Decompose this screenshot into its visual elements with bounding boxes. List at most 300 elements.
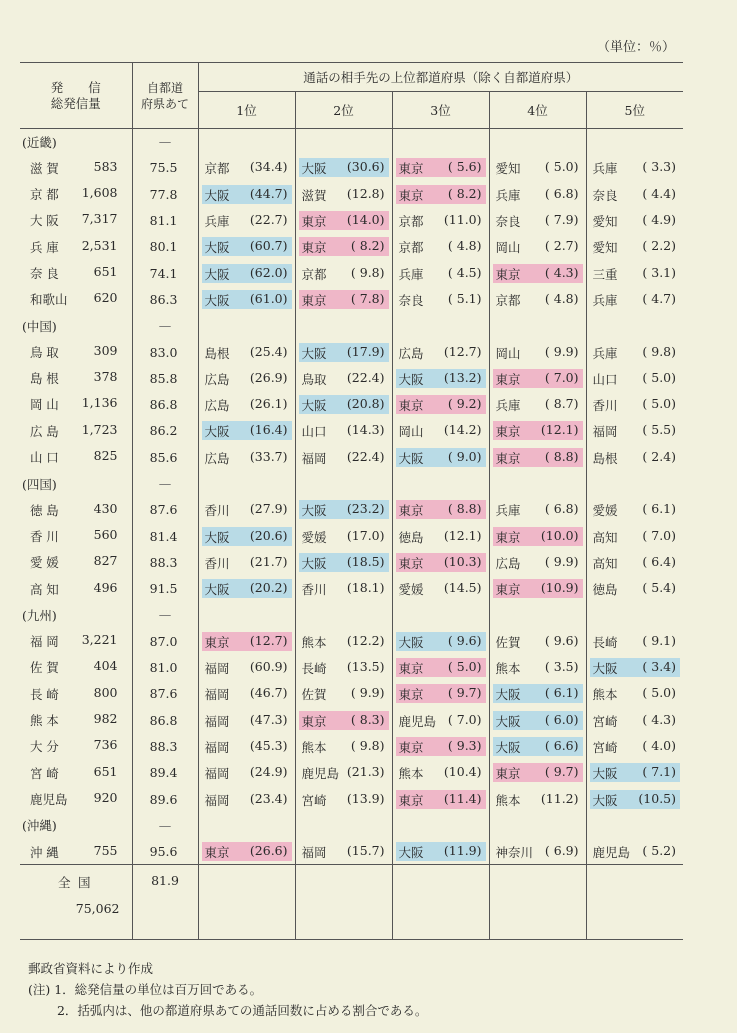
pref-name: 佐賀 bbox=[30, 660, 63, 676]
destination-share: (23.2) bbox=[346, 501, 385, 517]
destination-cell bbox=[299, 237, 389, 256]
pref-name: 大阪 bbox=[30, 213, 63, 229]
destination-share: ( 7.9) bbox=[544, 212, 579, 228]
pref-name: 京都 bbox=[30, 187, 63, 203]
destination-pref: 熊本 bbox=[301, 739, 327, 755]
destination-pref: 東京 bbox=[398, 161, 424, 177]
destination-cell bbox=[493, 237, 583, 256]
table-row bbox=[20, 391, 683, 417]
destination-pref: 愛知 bbox=[592, 240, 618, 256]
destination-pref: 愛媛 bbox=[398, 582, 424, 598]
destination-cell bbox=[202, 658, 292, 677]
destination-pref: 東京 bbox=[495, 529, 521, 545]
destination-pref: 東京 bbox=[204, 634, 230, 650]
header-rank-3: 3位 bbox=[392, 92, 489, 129]
region-dash: — bbox=[132, 313, 198, 339]
destination-share: ( 9.8) bbox=[642, 343, 676, 359]
region-label: (沖縄) bbox=[22, 818, 57, 834]
destination-share: (14.0) bbox=[346, 212, 385, 228]
destination-pref: 大阪 bbox=[398, 844, 424, 860]
destination-pref: 大阪 bbox=[592, 661, 618, 677]
self-share: 86.3 bbox=[132, 286, 198, 312]
pref-name: 大分 bbox=[30, 739, 63, 755]
destination-share: (11.4) bbox=[443, 790, 482, 806]
destination-share: (60.9) bbox=[249, 659, 288, 675]
destination-share: (33.7) bbox=[249, 448, 288, 464]
destination-share: (20.8) bbox=[346, 396, 385, 412]
destination-pref: 東京 bbox=[398, 503, 424, 519]
pref-name: 和歌山 bbox=[30, 292, 68, 308]
destination-share: (14.2) bbox=[443, 422, 482, 438]
destination-share: (20.6) bbox=[249, 527, 288, 543]
self-share: 74.1 bbox=[132, 260, 198, 286]
destination-cell bbox=[590, 632, 681, 651]
self-share: 88.3 bbox=[132, 549, 198, 575]
destination-pref: 大阪 bbox=[592, 766, 618, 782]
destination-pref: 兵庫 bbox=[398, 266, 424, 282]
destination-share: (26.6) bbox=[249, 842, 288, 858]
destination-share: ( 5.0) bbox=[447, 659, 482, 675]
destination-share: (18.5) bbox=[346, 553, 385, 569]
destination-pref: 東京 bbox=[398, 398, 424, 414]
destination-pref: 大阪 bbox=[495, 687, 521, 703]
destination-share: (10.3) bbox=[443, 553, 482, 569]
destination-cell bbox=[493, 158, 583, 177]
destination-share: (47.3) bbox=[249, 711, 288, 727]
destination-share: ( 7.0) bbox=[544, 369, 579, 385]
destination-cell bbox=[590, 658, 681, 677]
region-dash: — bbox=[132, 602, 198, 628]
destination-share: (18.1) bbox=[346, 580, 385, 596]
pref-name: 高知 bbox=[30, 581, 63, 597]
destination-pref: 兵庫 bbox=[495, 398, 521, 414]
destination-pref: 大阪 bbox=[398, 450, 424, 466]
destination-pref: 東京 bbox=[495, 371, 521, 387]
destination-pref: 熊本 bbox=[592, 687, 618, 703]
destination-cell bbox=[202, 763, 292, 782]
destination-pref: 高知 bbox=[592, 529, 618, 545]
pref-name: 熊本 bbox=[30, 713, 63, 729]
destination-share: ( 5.0) bbox=[642, 369, 676, 385]
table-row bbox=[20, 418, 683, 444]
destination-share: (17.9) bbox=[346, 343, 385, 359]
destination-share: ( 5.4) bbox=[642, 580, 676, 596]
destination-pref: 広島 bbox=[204, 398, 230, 414]
destination-pref: 奈良 bbox=[592, 187, 618, 203]
destination-share: (14.5) bbox=[443, 580, 482, 596]
pref-name: 鹿児島 bbox=[30, 791, 68, 807]
table-row bbox=[20, 760, 683, 786]
destination-pref: 京都 bbox=[398, 240, 424, 256]
destination-cell bbox=[396, 553, 486, 572]
table-row bbox=[20, 207, 683, 233]
destination-pref: 長崎 bbox=[592, 634, 618, 650]
destination-share: ( 5.5) bbox=[642, 422, 676, 438]
table-row bbox=[20, 181, 683, 207]
pref-name: 福岡 bbox=[30, 634, 63, 650]
destination-pref: 東京 bbox=[398, 555, 424, 571]
destination-pref: 山口 bbox=[592, 371, 618, 387]
destination-share: (10.4) bbox=[443, 764, 482, 780]
destination-pref: 大阪 bbox=[398, 371, 424, 387]
destination-cell bbox=[590, 527, 681, 546]
destination-pref: 福岡 bbox=[204, 661, 230, 677]
destination-pref: 兵庫 bbox=[495, 187, 521, 203]
destination-pref: 島根 bbox=[204, 345, 230, 361]
destination-cell bbox=[299, 553, 389, 572]
destination-share: ( 9.8) bbox=[350, 737, 385, 753]
pref-total: 583 bbox=[93, 158, 118, 174]
self-share: 89.4 bbox=[132, 760, 198, 786]
destination-cell bbox=[299, 158, 389, 177]
destination-share: ( 9.7) bbox=[447, 685, 482, 701]
destination-pref: 大阪 bbox=[204, 424, 230, 440]
destination-cell bbox=[590, 237, 681, 256]
destination-share: ( 4.9) bbox=[642, 212, 676, 228]
destination-cell bbox=[493, 684, 583, 703]
destination-cell bbox=[202, 737, 292, 756]
region-label: (近畿) bbox=[22, 134, 57, 150]
destination-share: (34.4) bbox=[249, 159, 288, 175]
destination-pref: 愛媛 bbox=[301, 529, 327, 545]
table-row bbox=[20, 523, 683, 549]
destination-share: ( 6.0) bbox=[544, 711, 579, 727]
destination-cell bbox=[202, 421, 292, 440]
destination-pref: 京都 bbox=[398, 214, 424, 230]
pref-name: 香川 bbox=[30, 528, 63, 544]
pref-total: 800 bbox=[93, 684, 118, 700]
destination-pref: 大阪 bbox=[204, 266, 230, 282]
national-total: 75,062 bbox=[75, 901, 120, 917]
pref-name: 山口 bbox=[30, 450, 63, 466]
self-share: 86.8 bbox=[132, 391, 198, 417]
destination-pref: 福岡 bbox=[204, 766, 230, 782]
table-row bbox=[20, 286, 683, 312]
destination-pref: 神奈川 bbox=[495, 844, 534, 860]
table-row bbox=[20, 444, 683, 470]
destination-cell bbox=[202, 553, 292, 572]
destination-pref: 東京 bbox=[301, 292, 327, 308]
destination-cell bbox=[396, 842, 486, 861]
destination-pref: 高知 bbox=[592, 555, 618, 571]
destination-pref: 京都 bbox=[301, 266, 327, 282]
destination-pref: 岡山 bbox=[398, 424, 424, 440]
destination-pref: 東京 bbox=[398, 687, 424, 703]
destination-pref: 徳島 bbox=[592, 582, 618, 598]
destination-pref: 福岡 bbox=[204, 792, 230, 808]
destination-share: (22.4) bbox=[346, 369, 385, 385]
destination-cell bbox=[493, 553, 583, 572]
destination-share: ( 6.6) bbox=[544, 737, 579, 753]
pref-total: 7,317 bbox=[81, 211, 118, 227]
destination-cell bbox=[493, 500, 583, 519]
destination-share: ( 8.8) bbox=[447, 501, 482, 517]
table-row bbox=[20, 839, 683, 865]
national-self: 81.9 bbox=[132, 865, 198, 940]
destination-share: (24.9) bbox=[249, 764, 288, 780]
destination-pref: 広島 bbox=[398, 345, 424, 361]
self-share: 77.8 bbox=[132, 181, 198, 207]
destination-cell bbox=[590, 763, 681, 782]
destination-pref: 大阪 bbox=[204, 529, 230, 545]
region-dash: — bbox=[132, 470, 198, 496]
destination-cell bbox=[299, 763, 389, 782]
destination-share: (11.0) bbox=[443, 212, 482, 228]
pref-name: 愛媛 bbox=[30, 555, 63, 571]
self-share: 81.1 bbox=[132, 207, 198, 233]
destination-cell bbox=[299, 737, 389, 756]
pref-total: 620 bbox=[93, 290, 118, 306]
destination-cell bbox=[590, 448, 681, 467]
destination-cell bbox=[493, 527, 583, 546]
pref-total: 920 bbox=[93, 789, 118, 805]
destination-pref: 大阪 bbox=[301, 503, 327, 519]
destination-cell bbox=[396, 737, 486, 756]
destination-cell bbox=[396, 763, 486, 782]
call-destination-table bbox=[20, 62, 683, 940]
destination-pref: 大阪 bbox=[204, 187, 230, 203]
header-self bbox=[132, 63, 198, 129]
destination-share: ( 4.3) bbox=[544, 264, 579, 280]
region-label: (中国) bbox=[22, 318, 57, 334]
destination-share: ( 9.9) bbox=[350, 685, 385, 701]
self-share: 91.5 bbox=[132, 576, 198, 602]
destination-cell bbox=[590, 343, 681, 362]
destination-pref: 鳥取 bbox=[301, 371, 327, 387]
destination-cell bbox=[396, 158, 486, 177]
destination-share: ( 2.2) bbox=[642, 238, 676, 254]
destination-cell bbox=[202, 711, 292, 730]
destination-share: ( 8.3) bbox=[350, 711, 385, 727]
destination-pref: 大阪 bbox=[301, 398, 327, 414]
destination-cell bbox=[493, 421, 583, 440]
pref-name: 沖縄 bbox=[30, 844, 63, 860]
destination-cell bbox=[493, 369, 583, 388]
destination-cell bbox=[299, 842, 389, 861]
destination-share: (62.0) bbox=[249, 264, 288, 280]
destination-share: (26.9) bbox=[249, 369, 288, 385]
destination-share: ( 4.4) bbox=[642, 185, 676, 201]
self-share: 86.8 bbox=[132, 707, 198, 733]
destination-cell bbox=[396, 632, 486, 651]
destination-share: (12.7) bbox=[443, 343, 482, 359]
destination-cell bbox=[299, 790, 389, 809]
destination-pref: 東京 bbox=[204, 844, 230, 860]
destination-share: (12.7) bbox=[249, 632, 288, 648]
destination-pref: 東京 bbox=[301, 240, 327, 256]
table-row bbox=[20, 733, 683, 759]
destination-cell bbox=[493, 790, 583, 809]
destination-share: ( 6.8) bbox=[544, 501, 579, 517]
destination-pref: 大阪 bbox=[204, 582, 230, 598]
destination-share: (12.2) bbox=[346, 632, 385, 648]
table-row bbox=[20, 628, 683, 654]
destination-pref: 熊本 bbox=[495, 661, 521, 677]
destination-cell bbox=[396, 527, 486, 546]
destination-share: ( 3.4) bbox=[642, 659, 676, 675]
destination-cell bbox=[299, 527, 389, 546]
pref-total: 2,531 bbox=[81, 237, 118, 253]
pref-total: 982 bbox=[93, 711, 118, 727]
pref-name: 滋賀 bbox=[30, 160, 63, 176]
destination-share: ( 4.5) bbox=[447, 264, 482, 280]
destination-cell bbox=[590, 369, 681, 388]
destination-cell bbox=[299, 290, 389, 309]
self-share: 80.1 bbox=[132, 234, 198, 260]
destination-share: (15.7) bbox=[346, 842, 385, 858]
destination-cell bbox=[202, 684, 292, 703]
destination-pref: 鹿児島 bbox=[592, 844, 631, 860]
destination-share: ( 9.1) bbox=[642, 632, 676, 648]
destination-share: ( 4.0) bbox=[642, 737, 676, 753]
destination-pref: 広島 bbox=[204, 371, 230, 387]
destination-cell bbox=[202, 185, 292, 204]
destination-share: (17.0) bbox=[346, 527, 385, 543]
destination-cell bbox=[202, 790, 292, 809]
destination-cell bbox=[396, 395, 486, 414]
destination-pref: 三重 bbox=[592, 266, 618, 282]
table-row bbox=[20, 681, 683, 707]
region-row bbox=[20, 602, 683, 628]
destination-cell bbox=[590, 290, 681, 309]
self-share: 87.0 bbox=[132, 628, 198, 654]
destination-cell bbox=[493, 842, 583, 861]
destination-pref: 東京 bbox=[398, 187, 424, 203]
destination-share: (10.5) bbox=[638, 790, 676, 806]
destination-cell bbox=[590, 211, 681, 230]
pref-name: 岡山 bbox=[30, 397, 63, 413]
destination-pref: 東京 bbox=[495, 450, 521, 466]
destination-share: ( 5.0) bbox=[642, 396, 676, 412]
pref-total: 651 bbox=[93, 763, 118, 779]
pref-total: 560 bbox=[93, 526, 118, 542]
pref-total: 651 bbox=[93, 263, 118, 279]
destination-share: (23.4) bbox=[249, 790, 288, 806]
destination-pref: 大阪 bbox=[398, 634, 424, 650]
destination-cell bbox=[493, 632, 583, 651]
destination-pref: 大阪 bbox=[495, 713, 521, 729]
destination-cell bbox=[202, 395, 292, 414]
pref-total: 825 bbox=[93, 448, 118, 464]
table-row bbox=[20, 497, 683, 523]
destination-pref: 山口 bbox=[301, 424, 327, 440]
destination-pref: 熊本 bbox=[495, 792, 521, 808]
destination-pref: 福岡 bbox=[592, 424, 618, 440]
destination-cell bbox=[202, 632, 292, 651]
destination-cell bbox=[590, 790, 681, 809]
destination-cell bbox=[396, 684, 486, 703]
destination-pref: 香川 bbox=[592, 398, 618, 414]
destination-pref: 東京 bbox=[301, 214, 327, 230]
destination-cell bbox=[396, 711, 486, 730]
destination-cell bbox=[396, 658, 486, 677]
destination-cell bbox=[202, 264, 292, 283]
destination-cell bbox=[299, 369, 389, 388]
region-dash: — bbox=[132, 812, 198, 838]
destination-share: ( 7.0) bbox=[447, 711, 482, 727]
table-row bbox=[20, 786, 683, 812]
destination-cell bbox=[590, 500, 681, 519]
table-row bbox=[20, 576, 683, 602]
destination-share: (22.4) bbox=[346, 448, 385, 464]
pref-total: 755 bbox=[93, 842, 118, 858]
destination-pref: 佐賀 bbox=[495, 634, 521, 650]
destination-pref: 東京 bbox=[495, 266, 521, 282]
national-label: 全国 bbox=[58, 875, 99, 891]
destination-pref: 広島 bbox=[204, 450, 230, 466]
destination-pref: 愛知 bbox=[592, 214, 618, 230]
destination-share: ( 4.7) bbox=[642, 290, 676, 306]
header-pref bbox=[20, 63, 132, 129]
destination-cell bbox=[493, 658, 583, 677]
destination-share: ( 5.1) bbox=[447, 290, 482, 306]
destination-share: (13.9) bbox=[346, 790, 385, 806]
destination-share: (21.3) bbox=[346, 764, 385, 780]
destination-share: ( 8.7) bbox=[544, 396, 579, 412]
destination-share: (45.3) bbox=[249, 737, 288, 753]
region-row bbox=[20, 812, 683, 838]
destination-cell bbox=[396, 264, 486, 283]
table-row bbox=[20, 365, 683, 391]
destination-cell bbox=[202, 527, 292, 546]
pref-name: 島根 bbox=[30, 371, 63, 387]
destination-pref: 京都 bbox=[495, 292, 521, 308]
destination-pref: 宮崎 bbox=[301, 792, 327, 808]
destination-cell bbox=[590, 421, 681, 440]
region-dash: — bbox=[132, 129, 198, 155]
destination-pref: 長崎 bbox=[301, 661, 327, 677]
region-row bbox=[20, 470, 683, 496]
destination-share: (12.1) bbox=[540, 422, 579, 438]
pref-name: 広島 bbox=[30, 423, 63, 439]
destination-pref: 京都 bbox=[204, 161, 230, 177]
destination-pref: 大阪 bbox=[204, 292, 230, 308]
destination-share: ( 5.0) bbox=[642, 685, 676, 701]
destination-share: ( 9.6) bbox=[447, 632, 482, 648]
destination-share: (20.2) bbox=[249, 580, 288, 596]
destination-cell bbox=[396, 790, 486, 809]
destination-pref: 大阪 bbox=[495, 739, 521, 755]
destination-share: (25.4) bbox=[249, 343, 288, 359]
destination-share: ( 9.2) bbox=[447, 396, 482, 412]
pref-total: 736 bbox=[93, 737, 118, 753]
destination-share: ( 5.6) bbox=[447, 159, 482, 175]
destination-pref: 熊本 bbox=[301, 634, 327, 650]
table-row bbox=[20, 549, 683, 575]
pref-total: 3,221 bbox=[81, 632, 118, 648]
self-share: 87.6 bbox=[132, 497, 198, 523]
destination-share: (13.2) bbox=[443, 369, 482, 385]
unit-label: （単位：％） bbox=[596, 40, 675, 55]
pref-name: 兵庫 bbox=[30, 239, 63, 255]
destination-cell bbox=[493, 737, 583, 756]
destination-pref: 佐賀 bbox=[301, 687, 327, 703]
destination-cell bbox=[299, 684, 389, 703]
table-row bbox=[20, 339, 683, 365]
destination-share: ( 8.8) bbox=[544, 448, 579, 464]
self-share: 83.0 bbox=[132, 339, 198, 365]
destination-pref: 愛知 bbox=[495, 161, 521, 177]
destination-cell bbox=[299, 343, 389, 362]
destination-share: ( 3.5) bbox=[544, 659, 579, 675]
destination-share: ( 4.8) bbox=[544, 290, 579, 306]
destination-pref: 宮崎 bbox=[592, 739, 618, 755]
header-group-title: 通話の相手先の上位都道府県（除く自都道府県） bbox=[198, 63, 683, 92]
note-1: (注) 1．総発信量の単位は百万回である。 bbox=[28, 982, 263, 997]
destination-share: (21.7) bbox=[249, 553, 288, 569]
pref-name: 長崎 bbox=[30, 686, 63, 702]
destination-share: ( 4.8) bbox=[447, 238, 482, 254]
